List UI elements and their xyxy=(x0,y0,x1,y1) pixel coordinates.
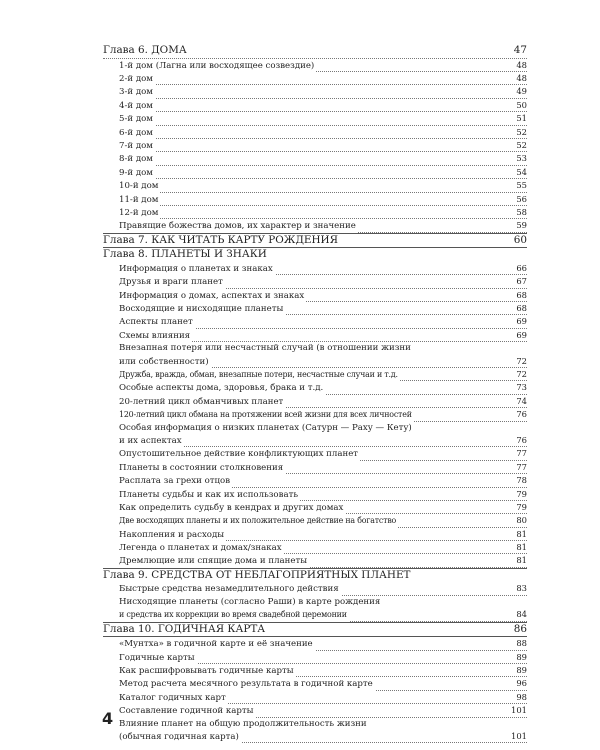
toc-entry: Дремлющие или спящие дома и планеты 81 xyxy=(119,555,527,567)
toc-entry: 120-летний цикл обмана на протяжении всей жизни для всех личностей 76 xyxy=(119,408,527,421)
toc-entry: Накопления и расходы 81 xyxy=(119,528,527,540)
toc-entry: Легенда о планетах и домах/знаках 81 xyxy=(119,542,527,554)
toc-entry: Каталог годичных карт 98 xyxy=(119,691,527,703)
toc-entry: «Мунтха» в годичной карте и её значение 88 xyxy=(119,638,527,650)
chapter-title: Глава 6. ДОМА xyxy=(103,44,187,56)
toc-entry-multiline: Внезапная потеря или несчастный случай (в отношении жизни или собственности) 72 xyxy=(119,343,527,367)
chapter-title: Глава 8. ПЛАНЕТЫ И ЗНАКИ xyxy=(103,248,267,261)
toc-entry: Информация о домах, аспектах и знаках 68 xyxy=(119,289,527,301)
toc-entry: Составление годичной карты 101 xyxy=(119,705,527,717)
toc-entry-multiline: Влияние планет на общую продолжительность жизни (обычная годичная карта) 101 xyxy=(119,718,527,742)
toc-entry: Друзья и враги планет 67 xyxy=(119,276,527,288)
toc-chapter-10 xyxy=(103,622,527,638)
toc-entry: Метод расчета месячного результата в годичной карте 96 xyxy=(119,678,527,690)
chapter-title: Глава 9. СРЕДСТВА ОТ НЕБЛАГОПРИЯТНЫХ ПЛАНЕТ xyxy=(103,568,411,581)
toc-entry: 7-й дом 52 xyxy=(119,139,527,151)
toc-chapter-6 xyxy=(103,44,527,59)
chapter-page: 47 xyxy=(513,44,527,56)
toc-entry: Опустошительное действие конфликтующих планет 77 xyxy=(119,448,527,460)
toc-entry-multiline: Нисходящие планеты (согласно Раши) в карте рождения и средства их коррекции во время свадебной церемонии 84 xyxy=(119,596,527,622)
toc-entry: Планеты в состоянии столкновения 77 xyxy=(119,461,527,473)
page-number: 4 xyxy=(102,709,114,728)
chapter-title: Глава 10. ГОДИЧНАЯ КАРТА xyxy=(103,622,266,635)
toc-entry: 6-й дом 52 xyxy=(119,126,527,138)
toc-entry: Информация о планетах и знаках 66 xyxy=(119,262,527,274)
toc-chapter-7 xyxy=(103,233,527,249)
toc-entry: Расплата за грехи отцов 78 xyxy=(119,475,527,487)
toc-entry: Особые аспекты дома, здоровья, брака и т.д. 73 xyxy=(119,382,527,394)
chapter-title: Глава 7. КАК ЧИТАТЬ КАРТУ РОЖДЕНИЯ xyxy=(103,233,338,246)
toc-entry: 8-й дом 53 xyxy=(119,153,527,165)
toc-entry: Планеты судьбы и как их использовать 79 xyxy=(119,488,527,500)
toc-entry: 4-й дом 50 xyxy=(119,99,527,111)
toc-entry: 20-летний цикл обманчивых планет 74 xyxy=(119,395,527,407)
toc-entry: Быстрые средства незамедлительного действия 83 xyxy=(119,583,527,595)
toc-entry: Как определить судьбу в кендрах и других домах 79 xyxy=(119,501,527,513)
chapter-page: 60 xyxy=(513,233,527,246)
toc-entry: Правящие божества домов, их характер и значение 59 xyxy=(119,220,527,232)
toc-entry: 9-й дом 54 xyxy=(119,166,527,178)
table-of-contents xyxy=(103,44,527,743)
toc-entry: 5-й дом 51 xyxy=(119,113,527,125)
toc-entry: 3-й дом 49 xyxy=(119,86,527,98)
toc-entry: 1-й дом (Лагна или восходящее созвездие) 48 xyxy=(119,59,527,71)
toc-entry: Восходящие и нисходящие планеты 68 xyxy=(119,303,527,315)
toc-entry: Как расшифровывать годичные карты 89 xyxy=(119,664,527,676)
toc-entry-multiline: Особая информация о низких планетах (Сатурн — Раху — Кету) и их аспектах 76 xyxy=(119,422,527,446)
toc-entry: Аспекты планет 69 xyxy=(119,316,527,328)
toc-entry: Годичные карты 89 xyxy=(119,651,527,663)
toc-entry: 2-й дом 48 xyxy=(119,72,527,84)
toc-entry: 12-й дом 58 xyxy=(119,206,527,218)
toc-entry: Дружба, вражда, обман, внезапные потери, несчастные случаи и т.д. 72 xyxy=(119,368,527,381)
toc-chapter-8 xyxy=(103,248,527,262)
toc-entry: Две восходящих планеты и их положительное действие на богатство 80 xyxy=(119,514,527,527)
toc-entry: 10-й дом 55 xyxy=(119,180,527,192)
toc-entry: Схемы влияния 69 xyxy=(119,329,527,341)
chapter-page: 86 xyxy=(513,622,527,635)
toc-chapter-9 xyxy=(103,568,527,583)
toc-entry: 11-й дом 56 xyxy=(119,193,527,205)
